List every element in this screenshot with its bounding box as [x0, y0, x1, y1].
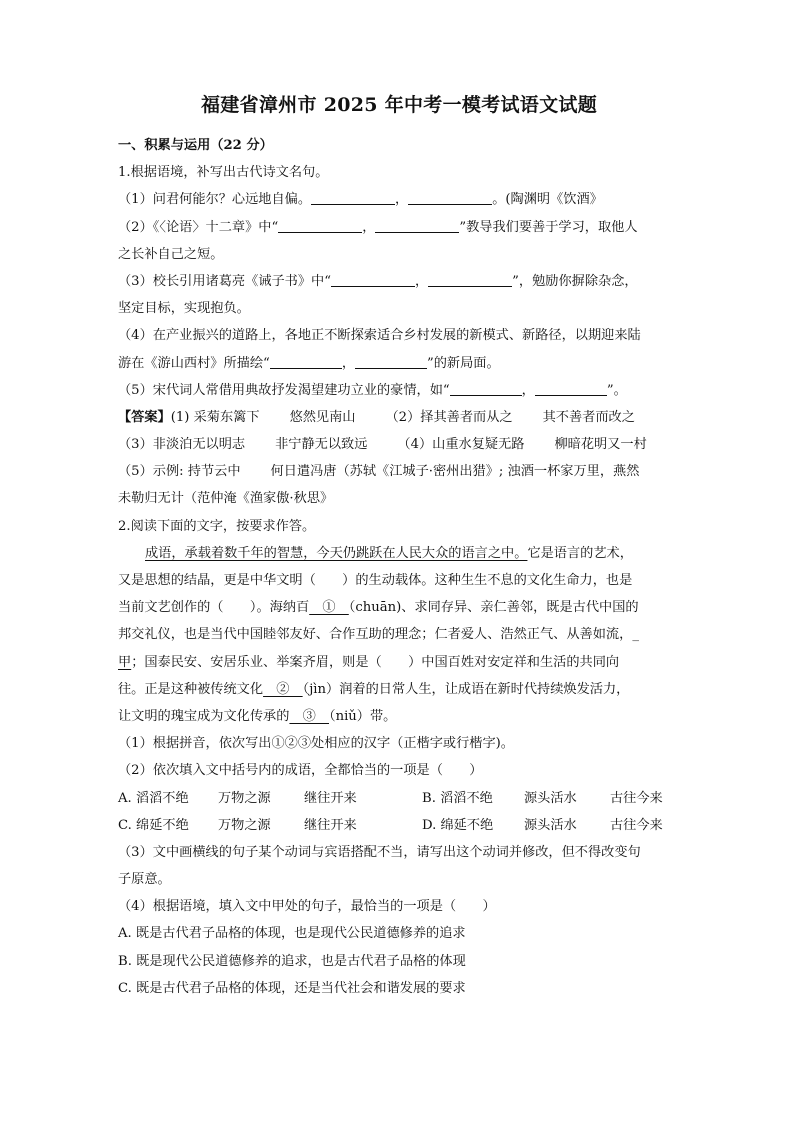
option-a[interactable]: A. 滔滔不绝: [118, 790, 189, 806]
option-b[interactable]: B. 滔滔不绝: [422, 790, 493, 806]
q1-item-3-cont: 坚定目标，实现抱负。: [118, 301, 250, 317]
q2-stem: 2.阅读下面的文字，按要求作答。: [118, 518, 316, 534]
answer-blank: [375, 218, 459, 233]
q1-item-4-cont: 游在《游山西村》所描绘“ ， ”的新局面。: [118, 355, 500, 371]
answer-blank: [270, 354, 342, 369]
q2-sub-1: （1）根据拼音，依次写出①②③处相应的汉字（正楷字或行楷字)。: [118, 736, 514, 752]
blank-mark-3: ③: [289, 708, 329, 724]
answer-blank: [535, 381, 607, 396]
q1-item-3: （3）校长引用诸葛亮《诫子书》中“ ， ”，勉励你摒除杂念，: [118, 273, 638, 289]
blank-mark-1: ①: [309, 600, 349, 616]
sub4-option-a[interactable]: A. 既是古代君子品格的体现，也是现代公民道德修养的追求: [118, 926, 466, 942]
answer-line-3: （5）示例: 持节云中 何日遣冯唐（苏轼《江城子·密州出猎》; 浊酒一杯家万里，燕然: [118, 464, 640, 480]
q2-sub-4: （4）根据语境，填入文中甲处的句子，最恰当的一项是（ ）: [118, 899, 496, 915]
answer-blank: [408, 190, 492, 205]
passage-line-6: 往。正是这种被传统文化 ② （jìn）润着的日常人生，让成语在新时代持续焕发活力，: [118, 681, 630, 697]
q1-item-4: （4）在产业振兴的道路上，各地正不断探索适合乡村发展的新模式、新路径，以期迎来陆: [118, 328, 641, 344]
answer-blank: [450, 381, 522, 396]
q1-item-2: （2）《〈论语〉十二章》中“ ， ”教导我们要善于学习，取他人: [118, 219, 638, 235]
passage-line-4: 邦交礼仪，也是当代中国睦邻友好、合作互助的理念；仁者爱人、浩然正气、从善如流，_: [118, 627, 639, 643]
answer-blank: [311, 190, 395, 205]
blank-mark-jia: 甲: [118, 654, 132, 670]
passage-line-2: 又是思想的结晶，更是中华文明（ ）的生动载体。这种生生不息的文化生命力，也是: [118, 573, 633, 588]
q2-sub-2: （2）依次填入文中括号内的成语，全都恰当的一项是（ ）: [118, 763, 483, 779]
sub4-option-b[interactable]: B. 既是现代公民道德修养的追求，也是古代君子品格的体现: [118, 953, 466, 969]
answer-line-4: 未勒归无计（范仲淹《渔家傲·秋思》: [118, 491, 334, 507]
options-row-cd: C. 绵延不绝 万物之源 继往开来 D. 绵延不绝 源头活水 古往今来: [118, 812, 680, 839]
option-c[interactable]: C. 绵延不绝: [118, 817, 189, 833]
q1-item-2-cont: 之长补自己之短。: [118, 246, 224, 262]
passage-line-3: 当前文艺创作的（ ）。海纳百 ① （chuān)、求同存异、亲仁善邻，既是古代中国的: [118, 600, 639, 616]
answer-blank: [355, 354, 427, 369]
passage-line-5: 甲；国泰民安、安居乐业、举案齐眉，则是（ ）中国百姓对安定祥和生活的共同向: [118, 654, 620, 670]
answer-line-2: （3）非淡泊无以明志 非宁静无以致远 （4）山重水复疑无路 柳暗花明又一村: [118, 437, 647, 453]
sub4-option-c[interactable]: C. 既是古代君子品格的体现，还是当代社会和谐发展的要求: [118, 980, 466, 996]
options-row-ab: A. 滔滔不绝 万物之源 继往开来 B. 滔滔不绝 源头活水 古往今来: [118, 785, 680, 812]
answer-line-1: 【答案】(1) 采菊东篱下 悠然见南山 （2）择其善者而从之 其不善者而改之: [118, 409, 635, 425]
underlined-sentence: 成语，承载着数千年的智慧，今天仍跳跃在人民大众的语言之中。: [145, 545, 528, 561]
passage-line-1: 成语，承载着数千年的智慧，今天仍跳跃在人民大众的语言之中。它是语言的艺术，: [145, 545, 633, 561]
section-heading: 一、积累与运用（22 分）: [118, 138, 273, 153]
passage-line-7: 让文明的瑰宝成为文化传承的 ③ （niǔ）带。: [118, 708, 397, 724]
page-title: 福建省漳州市 2025 年中考一模考试语文试题: [200, 94, 597, 116]
q2-sub-3-cont: 子原意。: [118, 872, 171, 888]
q1-item-1: （1）问君何能尔？心远地自偏。 ， 。(陶渊明《饮酒》: [118, 192, 603, 208]
q1-item-5: （5）宋代词人常借用典故抒发渴望建功立业的豪情，如“ ， ”。: [118, 382, 627, 398]
answer-blank: [331, 272, 415, 287]
document-page: [118, 92, 680, 1002]
answer-blank: [278, 218, 362, 233]
option-d[interactable]: D. 绵延不绝: [422, 817, 494, 833]
q2-sub-3: （3）文中画横线的句子某个动词与宾语搭配不当，请写出这个动词并修改，但不得改变句: [118, 844, 641, 860]
q1-stem: 1.根据语境，补写出古代诗文名句。: [118, 165, 329, 181]
blank-mark-2: ②: [263, 681, 303, 697]
answer-label: 【答案】: [118, 409, 171, 425]
answer-blank: [428, 272, 512, 287]
